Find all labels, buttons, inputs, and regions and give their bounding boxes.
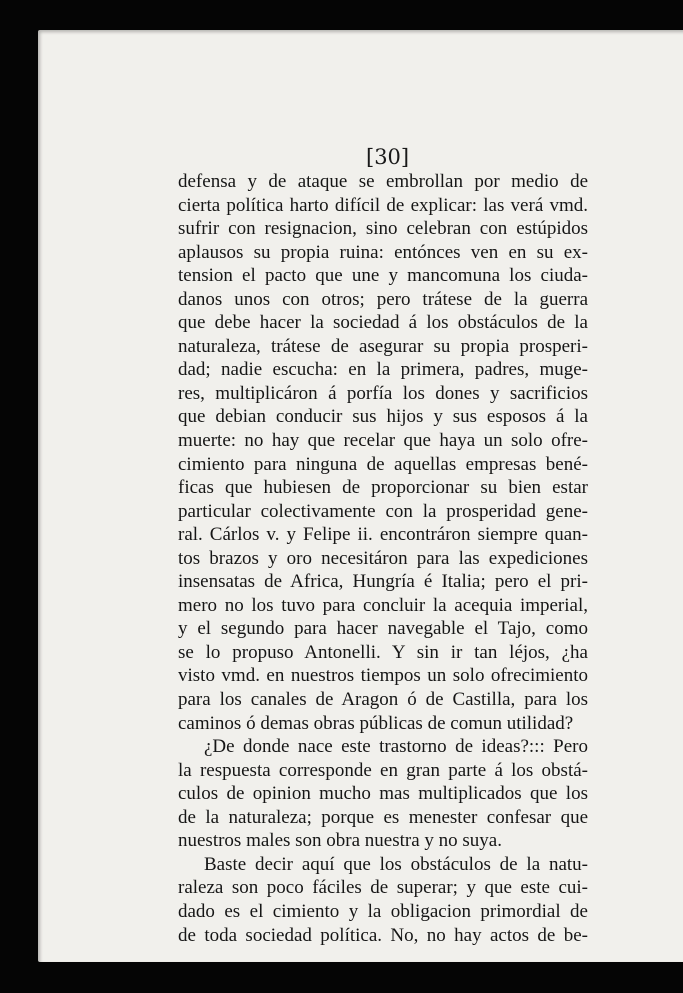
text-line: que debian conducir sus hijos y sus esposos á la <box>178 406 588 428</box>
text-line: sufrir con resignacion, sino celebran con estúpidos <box>178 218 588 240</box>
text-line: y el segundo para hacer navegable el Tajo, como <box>178 618 588 640</box>
page-number: [30] <box>366 145 410 169</box>
text-line: raleza son poco fáciles de superar; y que este cui- <box>178 877 588 899</box>
text-line: se lo propuso Antonelli. Y sin ir tan léjos, ¿ha <box>178 641 588 663</box>
text-line: de la naturaleza; porque es menester confesar que <box>178 806 588 828</box>
text-line: defensa y de ataque se embrollan por medio de <box>178 171 588 192</box>
text-line: ral. Cárlos v. y Felipe ii. encontráron siempre quan- <box>178 524 588 546</box>
body-text <box>178 170 588 947</box>
text-line: insensatas de Africa, Hungría é Italia; pero el pri- <box>178 571 588 593</box>
text-line: naturaleza, trátese de asegurar su propia prosperi- <box>178 335 588 357</box>
text-line: caminos ó demas obras públicas de comun utilidad? <box>178 712 574 734</box>
text-line: particular colectivamente con la prosperidad gene- <box>178 500 588 522</box>
text-line: aplausos su propia ruina: entónces ven en su ex- <box>178 241 588 263</box>
text-line: dad; nadie escucha: en la primera, padres, muge- <box>178 359 588 381</box>
text-line: ficas que hubiesen de proporcionar su bien estar <box>178 477 588 499</box>
text-line: dado es el cimiento y la obligacion primordial de <box>178 900 588 922</box>
text-line: tos brazos y oro necesitáron para las expediciones <box>178 547 588 569</box>
text-line: visto vmd. en nuestros tiempos un solo ofrecimiento <box>178 665 588 687</box>
text-line: res, multiplicáron á porfía los dones y sacrificios <box>178 382 588 404</box>
text-line: nuestros males son obra nuestra y no suya. <box>178 830 502 852</box>
text-line: de toda sociedad política. No, no hay actos de be- <box>178 924 588 946</box>
text-line: muerte: no hay que recelar que haya un solo ofre- <box>178 430 588 452</box>
text-line: danos unos con otros; pero trátese de la guerra <box>178 288 588 310</box>
text-line: para los canales de Aragon ó de Castilla, para los <box>178 689 588 711</box>
text-line: Baste decir aquí que los obstáculos de la natu- <box>204 853 588 875</box>
text-line: culos de opinion mucho mas multiplicados que los <box>178 783 588 805</box>
text-line: ¿De donde nace este trastorno de ideas?::: Pero <box>204 736 588 758</box>
text-line: tension el pacto que une y mancomuna los ciuda- <box>178 265 588 287</box>
text-line: mero no los tuvo para concluir la acequia imperial, <box>178 594 588 616</box>
text-line: la respuesta corresponde en gran parte á los obstá- <box>178 759 588 781</box>
text-line: cierta política harto difícil de explicar: las verá vmd. <box>178 194 588 216</box>
text-line: que debe hacer la sociedad á los obstáculos de la <box>178 312 588 334</box>
text-line: cimiento para ninguna de aquellas empresas bené- <box>178 453 588 475</box>
